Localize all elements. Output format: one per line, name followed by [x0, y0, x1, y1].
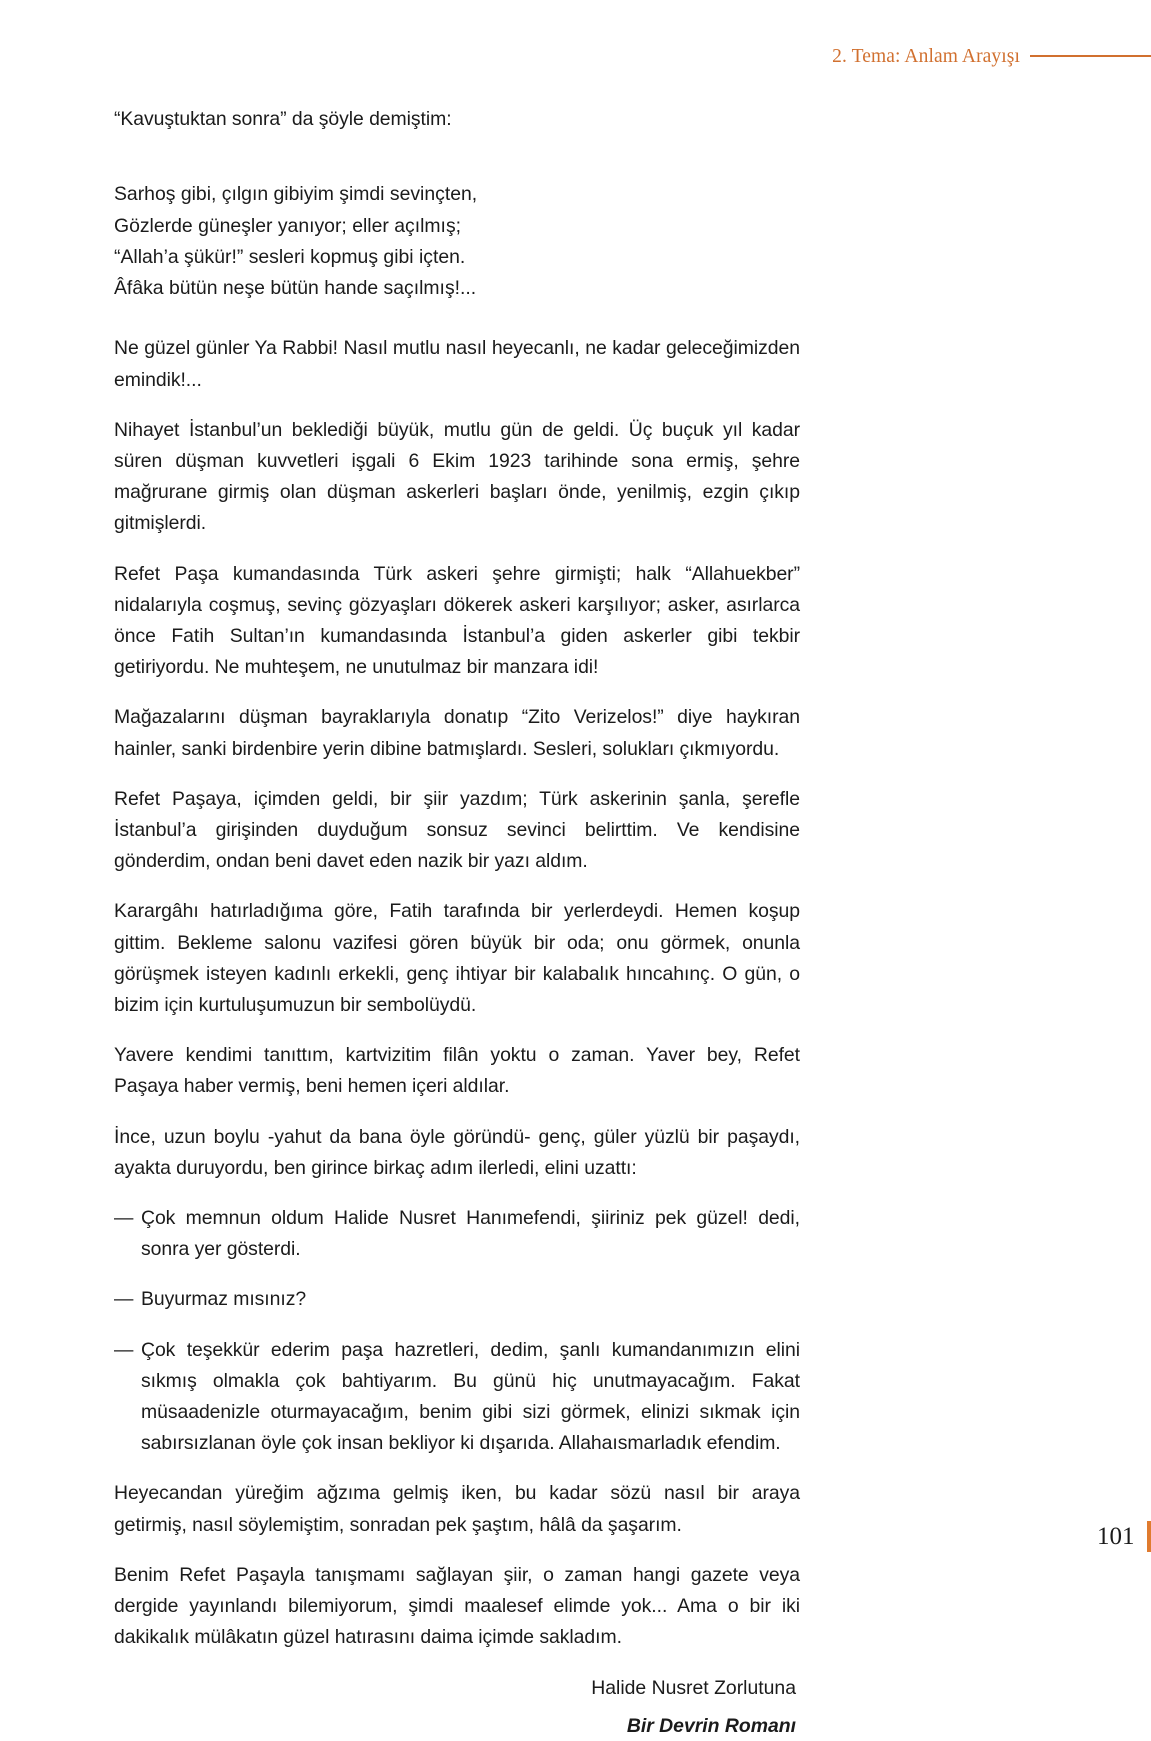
dialogue-line: [114, 1284, 800, 1315]
paragraph: Refet Paşa kumandasında Türk askeri şehre girmişti; halk “Allahuekber” nidalarıyla coşmuş, sevinç gözyaşları dökerek askeri karşılıyor; asker, asırlarca önce Fatih Sultan’ın kumandasında İstanbul’a giden askerler gibi tekbir getiriyordu. Ne muhteşem, ne unutulmaz bir manzara idi!: [114, 559, 800, 684]
paragraph: Benim Refet Paşayla tanışmamı sağlayan şiir, o zaman hangi gazete veya dergide yayınlandı bilemiyorum, şimdi maalesef elimde yok... Ama o bir iki dakikalık mülâkatın güzel hatırasını daima içimde sakladım.: [114, 1560, 800, 1654]
footer-rule-decoration: [1147, 1521, 1151, 1552]
dialogue-text: Buyurmaz mısınız?: [141, 1284, 800, 1315]
paragraph: Yavere kendimi tanıttım, kartvizitim filân yoktu o zaman. Yaver bey, Refet Paşaya haber vermiş, beni hemen içeri aldılar.: [114, 1040, 800, 1102]
dialogue-dash: —: [114, 1284, 141, 1315]
intro-line: “Kavuştuktan sonra” da şöyle demiştim:: [114, 104, 800, 135]
dialogue-line: [114, 1203, 800, 1265]
poem-line: Gözlerde güneşler yanıyor; eller açılmış;: [114, 211, 800, 242]
attribution-author: Halide Nusret Zorlutuna: [114, 1673, 796, 1703]
paragraph: İnce, uzun boylu -yahut da bana öyle göründü- genç, güler yüzlü bir paşaydı, ayakta duruyordu, ben girince birkaç adım ilerledi, elini uzattı:: [114, 1122, 800, 1184]
paragraph: Mağazalarını düşman bayraklarıyla donatıp “Zito Verizelos!” diye haykıran hainler, sanki birdenbire yerin dibine batmışlardı. Sesleri, solukları çıkmıyordu.: [114, 702, 800, 764]
dialogue-dash: —: [114, 1203, 141, 1265]
attribution-work-title: Bir Devrin Romanı: [114, 1711, 796, 1741]
paragraph: Nihayet İstanbul’un beklediği büyük, mutlu gün de geldi. Üç buçuk yıl kadar süren düşman kuvvetleri işgali 6 Ekim 1923 tarihinde sona ermiş, şehre mağrurane girmiş olan düşman askerleri başları önde, yenilmiş, ezgin çıkıp gitmişlerdi.: [114, 415, 800, 540]
paragraph: Karargâhı hatırladığıma göre, Fatih tarafında bir yerlerdeydi. Hemen koşup gittim. Bekleme salonu vazifesi gören büyük bir oda; onu görmek, onunla görüşmek isteyen kadınlı erkekli, genç ihtiyar bir kalabalık hıncahınç. O gün, o bizim için kurtuluşumuzun bir sembolüydü.: [114, 896, 800, 1021]
dialogue-dash: —: [114, 1335, 141, 1460]
page-header: [0, 40, 1151, 74]
paragraph: Ne güzel günler Ya Rabbi! Nasıl mutlu nasıl heyecanlı, ne kadar geleceğimizden emindik!...: [114, 333, 800, 395]
poem-line: “Allah’a şükür!” sesleri kopmuş gibi içten.: [114, 242, 800, 273]
paragraph: Heyecandan yüreğim ağzıma gelmiş iken, bu kadar sözü nasıl bir araya getirmiş, nasıl söylemiştim, sonradan pek şaştım, hâlâ da şaşarım.: [114, 1478, 800, 1540]
dialogue-text: Çok memnun oldum Halide Nusret Hanımefendi, şiiriniz pek güzel! dedi, sonra yer gösterdi.: [141, 1203, 800, 1265]
page-number: 101: [1097, 1524, 1147, 1549]
poem-line: Âfâka bütün neşe bütün hande saçılmış!...: [114, 273, 800, 304]
attribution-block: [114, 1673, 800, 1741]
article-body: [114, 104, 800, 1741]
theme-title: 2. Tema: Anlam Arayışı: [832, 46, 1030, 68]
paragraph: Refet Paşaya, içimden geldi, bir şiir yazdım; Türk askerinin şanla, şerefle İstanbul’a girişinden duyduğum sonsuz sevinci belirttim. Ve kendisine gönderdim, ondan beni davet eden nazik bir yazı aldım.: [114, 784, 800, 878]
page-footer: [1097, 1521, 1151, 1552]
poem-line: Sarhoş gibi, çılgın gibiyim şimdi sevinçten,: [114, 179, 800, 210]
dialogue-text: Çok teşekkür ederim paşa hazretleri, dedim, şanlı kumandanımızın elini sıkmış olmakla çok bahtiyarım. Bu günü hiç unutmayacağım. Fakat müsaadenizle oturmayacağım, benim gibi sizi görmek, elinizi sıkmak için sabırsızlanan öyle çok insan bekliyor ki dışarıda. Allahaısmarladık efendim.: [141, 1335, 800, 1460]
header-rule-decoration: [1030, 55, 1151, 57]
poem-block: [114, 179, 800, 304]
dialogue-line: [114, 1335, 800, 1460]
